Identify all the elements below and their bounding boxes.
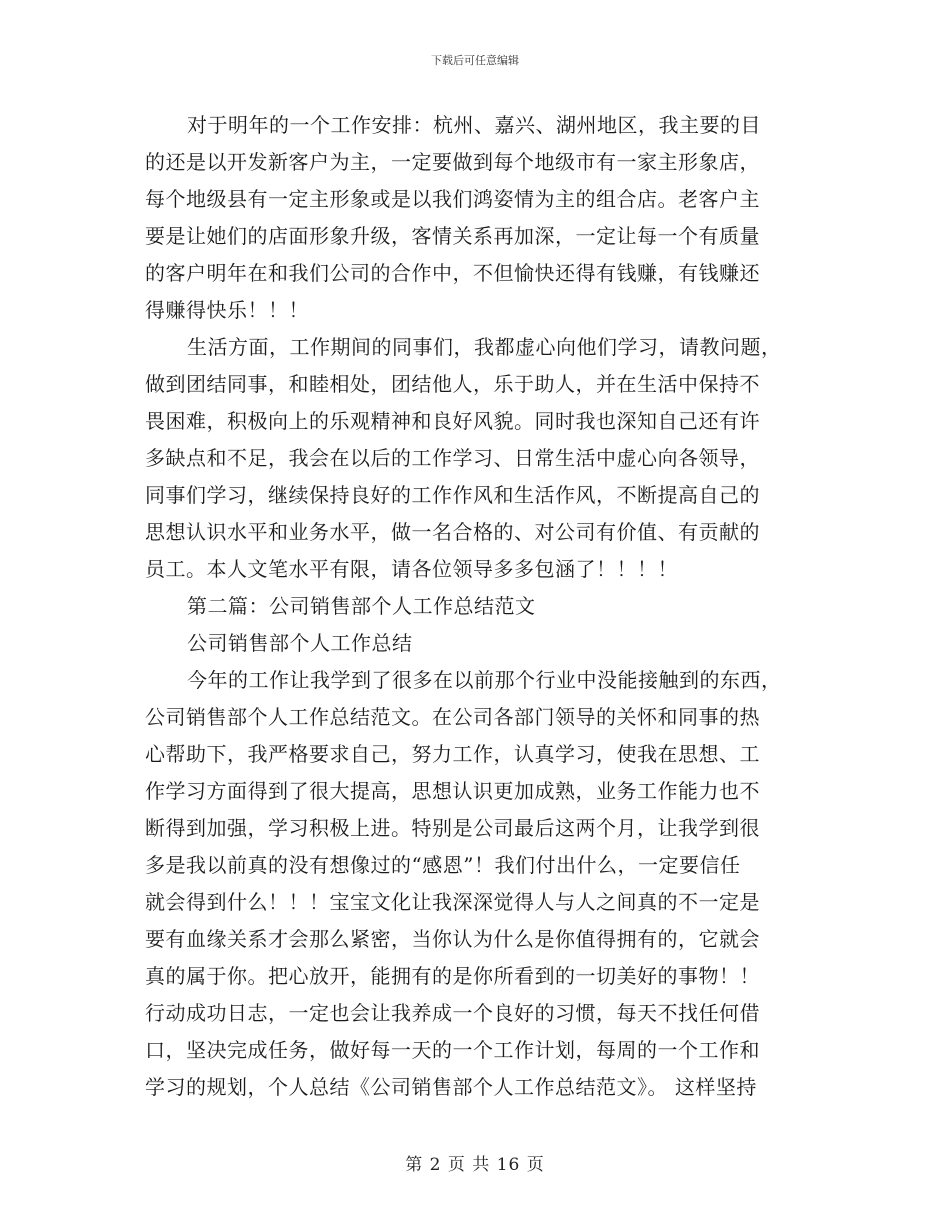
text-line: 每个地级县有一定主形象或是以我们鸿姿情为主的组合店。老客户主 — [145, 187, 760, 211]
text-line: 员工。本人文笔水平有限，请各位领导多多包涵了！！！！ — [145, 557, 678, 581]
text-line: 真的属于你。把心放开，能拥有的是你所看到的一切美好的事物！！ — [145, 964, 760, 988]
text-line: 学习的规划，个人总结《公司销售部个人工作总结范文》。 这样坚持 — [145, 1075, 757, 1099]
text-line: 生活方面，工作期间的同事们，我都虚心向他们学习，请教问题， — [187, 335, 782, 359]
text-line: 要有血缘关系才会那么紧密，当你认为什么是你值得拥有的，它就会 — [145, 927, 760, 951]
text-line: 行动成功日志，一定也会让我养成一个良好的习惯，每天不找任何借 — [145, 1001, 760, 1025]
text-line: 口，坚决完成任务，做好每一天的一个工作计划，每周的一个工作和 — [145, 1038, 760, 1062]
text-line: 要是让她们的店面形象升级，客情关系再加深，一定让每一个有质量 — [145, 224, 760, 248]
text-line: 的客户明年在和我们公司的合作中，不但愉快还得有钱赚，有钱赚还 — [145, 261, 760, 285]
text-line: 断得到加强，学习积极上进。特别是公司最后这两个月，让我学到很 — [145, 816, 760, 840]
text-line: 同事们学习，继续保持良好的工作作风和生活作风，不断提高自己的 — [145, 483, 760, 507]
text-line: 的还是以开发新客户为主，一定要做到每个地级市有一家主形象店， — [145, 150, 760, 174]
text-line: 对于明年的一个工作安排：杭州、嘉兴、湖州地区，我主要的目 — [187, 113, 761, 137]
text-line: 多是我以前真的没有想像过的“感恩”！我们付出什么，一定要信任 — [145, 853, 741, 877]
text-line: 做到团结同事，和睦相处，团结他人，乐于助人，并在生活中保持不 — [145, 372, 760, 396]
text-line: 今年的工作让我学到了很多在以前那个行业中没能接触到的东西， — [187, 668, 782, 692]
text-line: 多缺点和不足，我会在以后的工作学习、日常生活中虚心向各领导， — [145, 446, 760, 470]
text-line: 第二篇：公司销售部个人工作总结范文 — [187, 594, 536, 618]
text-line: 心帮助下，我严格要求自己，努力工作，认真学习，使我在思想、工 — [145, 742, 760, 766]
page-header: 下载后可任意编辑 — [431, 54, 519, 67]
text-line: 畏困难，积极向上的乐观精神和良好风貌。同时我也深知自己还有许 — [145, 409, 760, 433]
text-line: 公司销售部个人工作总结范文。在公司各部门领导的关怀和同事的热 — [145, 705, 760, 729]
text-line: 思想认识水平和业务水平，做一名合格的、对公司有价值、有贡献的 — [145, 520, 760, 544]
page-number-footer: 第 2 页 共 16 页 — [405, 1155, 545, 1175]
text-line: 作学习方面得到了很大提高，思想认识更加成熟，业务工作能力也不 — [145, 779, 760, 803]
text-line: 得赚得快乐！！！ — [145, 298, 309, 322]
text-line: 公司销售部个人工作总结 — [187, 631, 413, 655]
text-line: 就会得到什么！！！宝宝文化让我深深觉得人与人之间真的不一定是 — [145, 890, 760, 914]
document-body — [145, 107, 805, 1106]
